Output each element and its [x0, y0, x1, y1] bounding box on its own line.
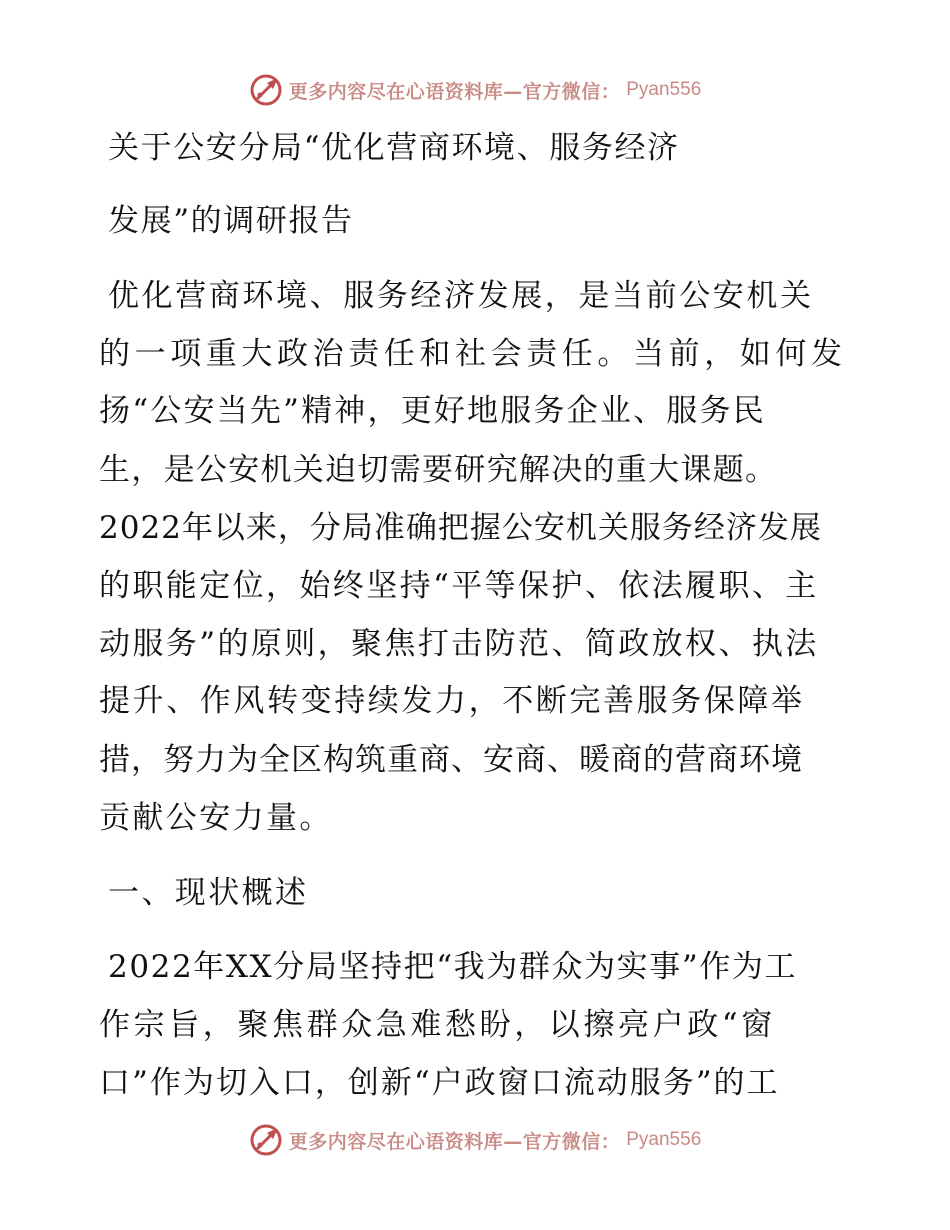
intro-line-8: 提升、作风转变持续发力，不断完善服务保障举: [99, 683, 805, 719]
doc-title-line-1: 关于公安分局“优化营商环境、服务经济: [108, 130, 680, 166]
intro-line-1: 优化营商环境、服务经济发展，是当前公安机关: [108, 278, 814, 314]
intro-line-5: 2022年以来，分局准确把握公安机关服务经济发展: [99, 510, 822, 546]
wechat-id: Pyan556: [626, 1129, 702, 1150]
section-line-2: 作宗旨，聚焦群众急难愁盼，以擦亮户政“窗: [99, 1007, 776, 1043]
quill-logo-icon: [249, 1123, 283, 1157]
doc-title-line-2: 发展”的调研报告: [108, 203, 354, 239]
intro-line-10: 贡献公安力量。: [99, 800, 333, 836]
intro-line-4: 生，是公安机关迫切需要研究解决的重大课题。: [99, 452, 778, 488]
wechat-id: Pyan556: [626, 79, 702, 100]
section-line-3: 口”作为切入口，创新“户政窗口流动服务”的工: [99, 1065, 780, 1101]
section-line-1: 2022年XX分局坚持把“我为群众为实事”作为工: [108, 949, 798, 985]
watermark-text: 更多内容尽在心语资料库—官方微信：: [288, 1130, 621, 1153]
intro-line-2: 的一项重大政治责任和社会责任。当前，如何发: [99, 336, 847, 372]
section-heading: 一、现状概述: [108, 875, 309, 911]
header-watermark-banner: [0, 70, 950, 110]
intro-line-9: 措，努力为全区构筑重商、安商、暖商的营商环境: [99, 742, 803, 778]
quill-logo-icon: [249, 73, 283, 107]
intro-line-7: 动服务”的原则，聚焦打击防范、简政放权、执法: [99, 626, 819, 662]
intro-line-6: 的职能定位，始终坚持“平等保护、依法履职、主: [99, 568, 819, 604]
watermark-text: 更多内容尽在心语资料库—官方微信：: [288, 80, 621, 103]
intro-line-3: 扬“公安当先”精神，更好地服务企业、服务民: [99, 393, 766, 429]
footer-watermark-banner: [0, 1120, 950, 1160]
